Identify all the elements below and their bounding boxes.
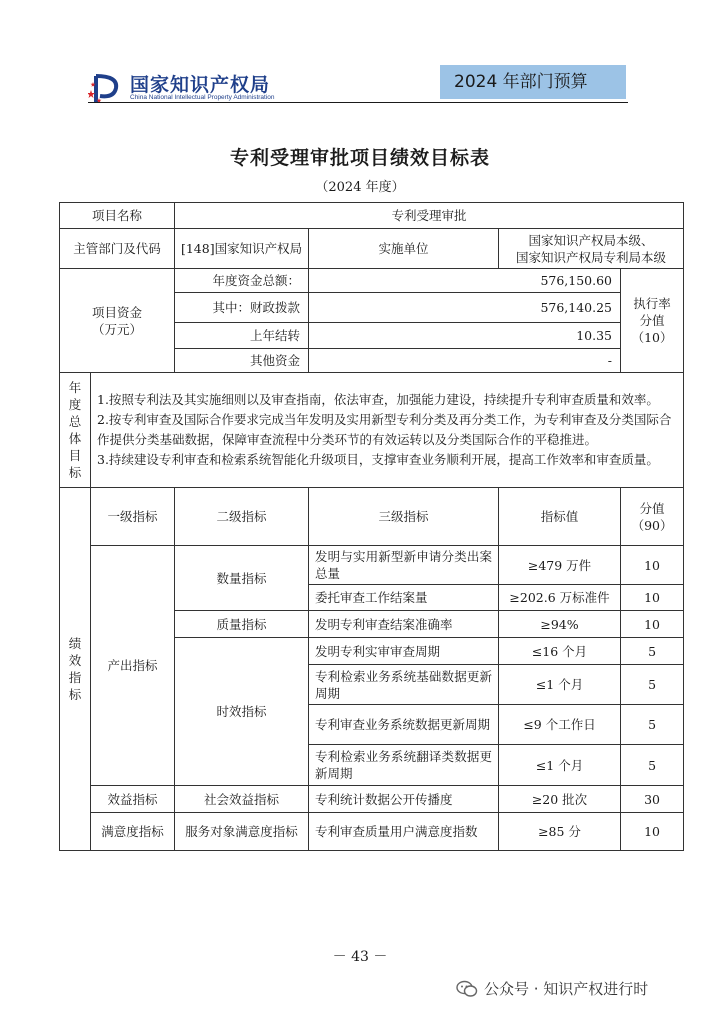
output-indicator: 产出指标 xyxy=(91,546,175,786)
goal-label-char: 度 xyxy=(68,397,82,412)
project-name-row xyxy=(60,203,684,229)
header-level3: 三级指标 xyxy=(309,488,499,546)
indicator-score: 10 xyxy=(621,546,684,585)
indicator-header-row xyxy=(60,488,684,546)
funds-total-row xyxy=(60,269,684,293)
execution-rate-line1: 执行率 xyxy=(633,296,671,311)
indicator-value: ≥202.6 万标准件 xyxy=(499,585,621,611)
quality-indicator: 质量指标 xyxy=(175,611,309,638)
indicator-value: ≤1 个月 xyxy=(499,665,621,705)
performance-indicators-label xyxy=(60,488,91,851)
project-funds-label-line1: 项目资金 xyxy=(92,304,143,320)
cnipa-logo xyxy=(88,70,288,106)
social-benefit-indicator: 社会效益指标 xyxy=(175,786,309,813)
fiscal-label: 其中：财政拨款 xyxy=(175,293,309,323)
indicator-value: ≤1 个月 xyxy=(499,745,621,786)
header-divider xyxy=(88,102,628,103)
goal-item: 1.按照专利法及其实施细则以及审查指南，依法审查，加强能力建设，持续提升专利审查质量和效率。 xyxy=(97,392,659,407)
project-name-value: 专利受理审批 xyxy=(175,203,684,229)
benefit-indicator: 效益指标 xyxy=(91,786,175,813)
header-level2: 二级指标 xyxy=(175,488,309,546)
impl-unit-line2: 国家知识产权局专利局本级 xyxy=(516,249,667,265)
level3-indicator: 委托审查工作结案量 xyxy=(309,585,499,611)
wechat-watermark xyxy=(456,978,648,1002)
level3-indicator: 专利检索业务系统翻译类数据更新周期 xyxy=(309,745,499,786)
indicator-row xyxy=(60,813,684,851)
perf-label-char: 指 xyxy=(68,670,82,685)
level3-indicator: 专利统计数据公开传播度 xyxy=(309,786,499,813)
perf-label-char: 绩 xyxy=(68,636,82,651)
indicator-score: 5 xyxy=(621,665,684,705)
perf-label-char: 效 xyxy=(68,653,82,668)
annual-total-value: 576,150.60 xyxy=(309,269,621,293)
project-name-label: 项目名称 xyxy=(60,203,175,229)
project-funds-label-line2: （万元） xyxy=(92,321,143,337)
level3-indicator: 发明专利实审审查周期 xyxy=(309,638,499,665)
header-score-line1: 分值 xyxy=(639,500,665,516)
satisfaction-indicator: 满意度指标 xyxy=(91,813,175,851)
indicator-score: 10 xyxy=(621,585,684,611)
indicator-value: ≤16 个月 xyxy=(499,638,621,665)
goal-label-char: 标 xyxy=(68,465,82,480)
execution-rate-score xyxy=(621,269,684,373)
fiscal-value: 576,140.25 xyxy=(309,293,621,323)
indicator-value: ≥85 分 xyxy=(499,813,621,851)
annual-goals-text xyxy=(91,373,684,488)
level3-indicator: 专利检索业务系统基础数据更新周期 xyxy=(309,665,499,705)
impl-unit-value xyxy=(499,229,684,269)
indicator-value: ≤9 个工作日 xyxy=(499,705,621,745)
annual-total-label: 年度资金总额： xyxy=(175,269,309,293)
page-number: － 43 － xyxy=(332,949,388,965)
service-satisfaction-indicator: 服务对象满意度指标 xyxy=(175,813,309,851)
annual-goals-row xyxy=(60,373,684,488)
indicator-value: ≥20 批次 xyxy=(499,786,621,813)
goal-item: 2.按专利审查及国际合作要求完成当年发明及实用新型专利分类及再分类工作，为专利审查及分类国际合作提供分类基础数据，保障审查流程中分类环节的有效运转以及分类国际合作的平稳推进。 xyxy=(97,412,672,447)
indicator-value: ≥479 万件 xyxy=(499,546,621,585)
indicator-row xyxy=(60,546,684,585)
execution-rate-line2: 分值 xyxy=(639,313,665,328)
department-row xyxy=(60,229,684,269)
impl-unit-line1: 国家知识产权局本级、 xyxy=(528,232,654,248)
logo-english-name: China National Intellectual Property Administration xyxy=(130,94,275,101)
goal-label-char: 体 xyxy=(68,431,82,446)
goal-label-char: 总 xyxy=(68,414,82,429)
indicator-score: 10 xyxy=(621,611,684,638)
indicator-row xyxy=(60,786,684,813)
header-score xyxy=(621,488,684,546)
indicator-score: 5 xyxy=(621,638,684,665)
page-title: 专利受理审批项目绩效目标表 xyxy=(229,147,490,169)
project-funds-label xyxy=(60,269,175,373)
level3-indicator: 专利审查业务系统数据更新周期 xyxy=(309,705,499,745)
indicator-score: 10 xyxy=(621,813,684,851)
indicator-score: 5 xyxy=(621,745,684,786)
indicator-score: 5 xyxy=(621,705,684,745)
quantity-indicator: 数量指标 xyxy=(175,546,309,611)
perf-label-char: 标 xyxy=(68,687,82,702)
indicator-score: 30 xyxy=(621,786,684,813)
header-indicator-value: 指标值 xyxy=(499,488,621,546)
logo-chinese-name: 国家知识产权局 xyxy=(130,74,271,96)
header-level1: 一级指标 xyxy=(91,488,175,546)
goal-label-char: 年 xyxy=(68,380,82,395)
indicator-value: ≥94% xyxy=(499,611,621,638)
page-header xyxy=(0,0,720,110)
goal-item: 3.持续建设专利审查和检索系统智能化升级项目，支撑审查业务顺利开展，提高工作效率和审查质量。 xyxy=(97,452,659,467)
wechat-icon xyxy=(456,980,478,998)
timeliness-indicator: 时效指标 xyxy=(175,638,309,786)
impl-unit-label: 实施单位 xyxy=(309,229,499,269)
dept-code-value: [148]国家知识产权局 xyxy=(175,229,309,269)
cnipa-emblem-icon xyxy=(88,70,124,106)
carryover-label: 上年结转 xyxy=(175,323,309,349)
other-funds-value: - xyxy=(309,349,621,373)
page-subtitle-year: （2024 年度） xyxy=(315,180,405,195)
header-score-line2: （90） xyxy=(631,517,673,533)
level3-indicator: 发明专利审查结案准确率 xyxy=(309,611,499,638)
execution-rate-line3: （10） xyxy=(631,330,673,345)
carryover-value: 10.35 xyxy=(309,323,621,349)
dept-code-label: 主管部门及代码 xyxy=(60,229,175,269)
budget-year-label: 2024 年部门预算 xyxy=(440,65,626,99)
level3-indicator: 发明与实用新型新申请分类出案总量 xyxy=(309,546,499,585)
annual-goals-label xyxy=(60,373,91,488)
other-funds-label: 其他资金 xyxy=(175,349,309,373)
goal-label-char: 目 xyxy=(68,448,82,463)
level3-indicator: 专利审查质量用户满意度指数 xyxy=(309,813,499,851)
performance-target-table xyxy=(59,202,684,851)
watermark-text: 公众号 · 知识产权进行时 xyxy=(484,980,649,998)
